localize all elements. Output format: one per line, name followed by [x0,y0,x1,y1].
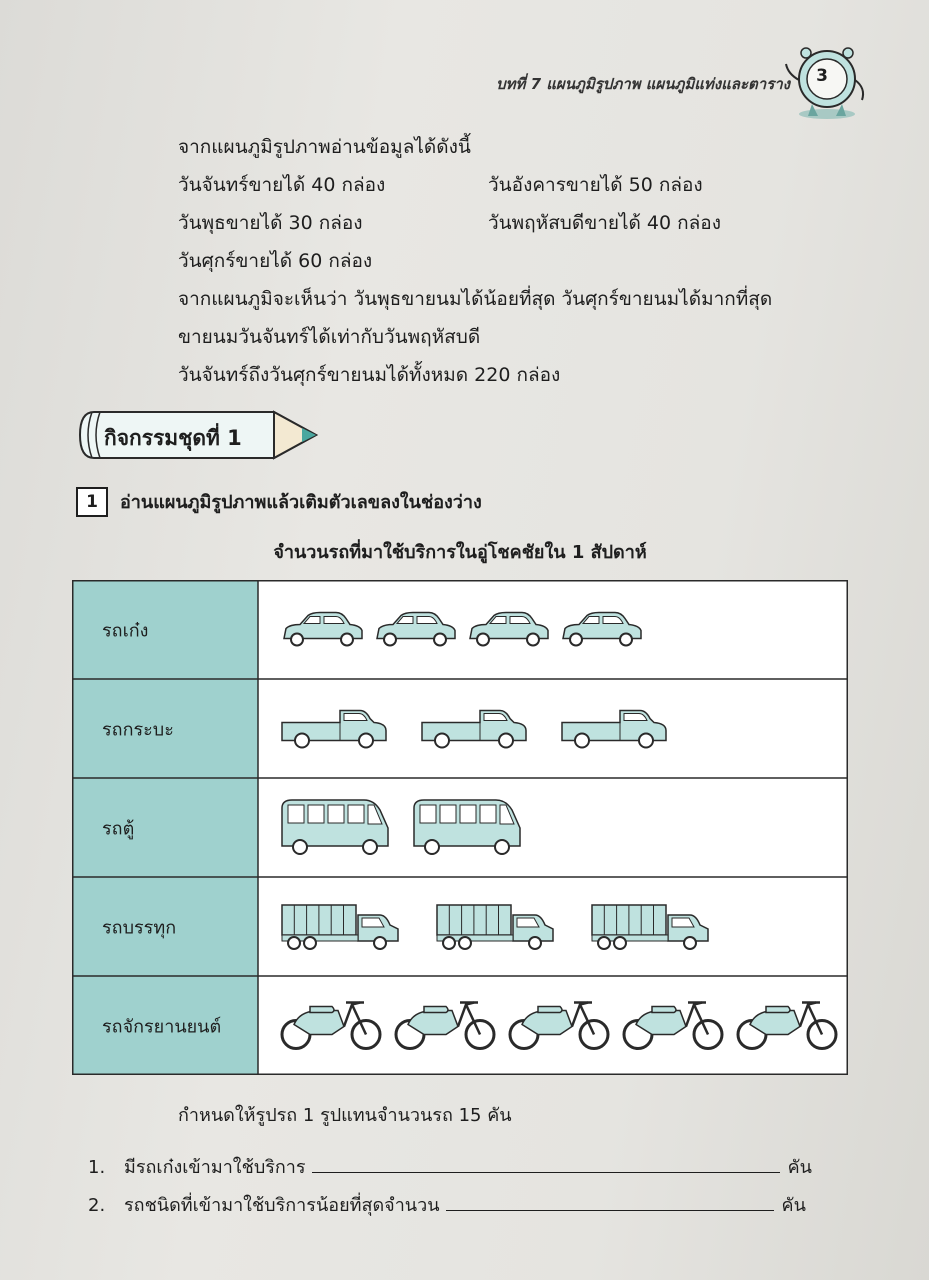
intro-conclusion-2: ขายนมวันจันทร์ได้เท่ากับวันพฤหัสบดี [178,326,481,348]
pictograph-row-label: รถเก๋ง [102,620,149,642]
pictograph [72,580,848,1075]
pictograph-label-column [72,580,258,1075]
pictograph-row-label: รถจักรยานยนต์ [102,1016,222,1038]
intro-monday: วันจันทร์ขายได้ 40 กล่อง [178,174,386,196]
question-instruction: อ่านแผนภูมิรูปภาพแล้วเติมตัวเลขลงในช่องว่าง [120,492,482,513]
question-2-unit: คัน [781,1195,806,1216]
intro-lead: จากแผนภูมิรูปภาพอ่านข้อมูลได้ดังนี้ [178,136,471,158]
van-icon [282,800,388,854]
van-icon [414,800,520,854]
intro-thursday: วันพฤหัสบดีขายได้ 40 กล่อง [488,212,721,234]
question-1-number: 1. [88,1157,106,1178]
intro-tuesday: วันอังคารขายได้ 50 กล่อง [488,174,703,196]
question-2 [88,1190,806,1219]
intro-wednesday: วันพุธขายได้ 30 กล่อง [178,212,363,234]
question-1-unit: คัน [787,1157,812,1178]
intro-row-2 [178,204,772,242]
pictograph-row-label: รถตู้ [102,818,135,840]
question-2-number: 2. [88,1195,106,1216]
intro-conclusion-1: จากแผนภูมิจะเห็นว่า วันพุธขายนมได้น้อยที่สุด วันศุกร์ขายนมได้มากที่สุด [178,288,773,310]
pictograph-row-label: รถกระบะ [102,719,174,741]
question-2-answer-blank[interactable] [446,1192,774,1211]
intro-friday: วันศุกร์ขายได้ 60 กล่อง [178,250,373,272]
chapter-header: บทที่ 7 แผนภูมิรูปภาพ แผนภูมิแท่งและตาราง [496,75,790,93]
pictograph-title: จำนวนรถที่มาใช้บริการในอู่โชคชัยใน 1 สัปดาห์ [273,542,647,563]
pictograph-key: กำหนดให้รูปรถ 1 รูปแทนจำนวนรถ 15 คัน [178,1105,512,1126]
pictograph-row-label: รถบรรทุก [102,917,177,939]
question-1 [88,1152,812,1181]
page-number: 3 [816,66,828,86]
question-1-text: มีรถเก๋งเข้ามาใช้บริการ [124,1157,306,1178]
intro-conclusion-3: วันจันทร์ถึงวันศุกร์ขายนมได้ทั้งหมด 220 กล่อง [178,364,561,386]
intro-row-1 [178,166,772,204]
question-2-text: รถชนิดที่เข้ามาใช้บริการน้อยที่สุดจำนวน [124,1195,440,1216]
activity-label: กิจกรรมชุดที่ 1 [104,426,242,450]
intro-text [178,128,772,394]
question-1-answer-blank[interactable] [312,1154,780,1173]
question-number-box: 1 [76,487,108,517]
